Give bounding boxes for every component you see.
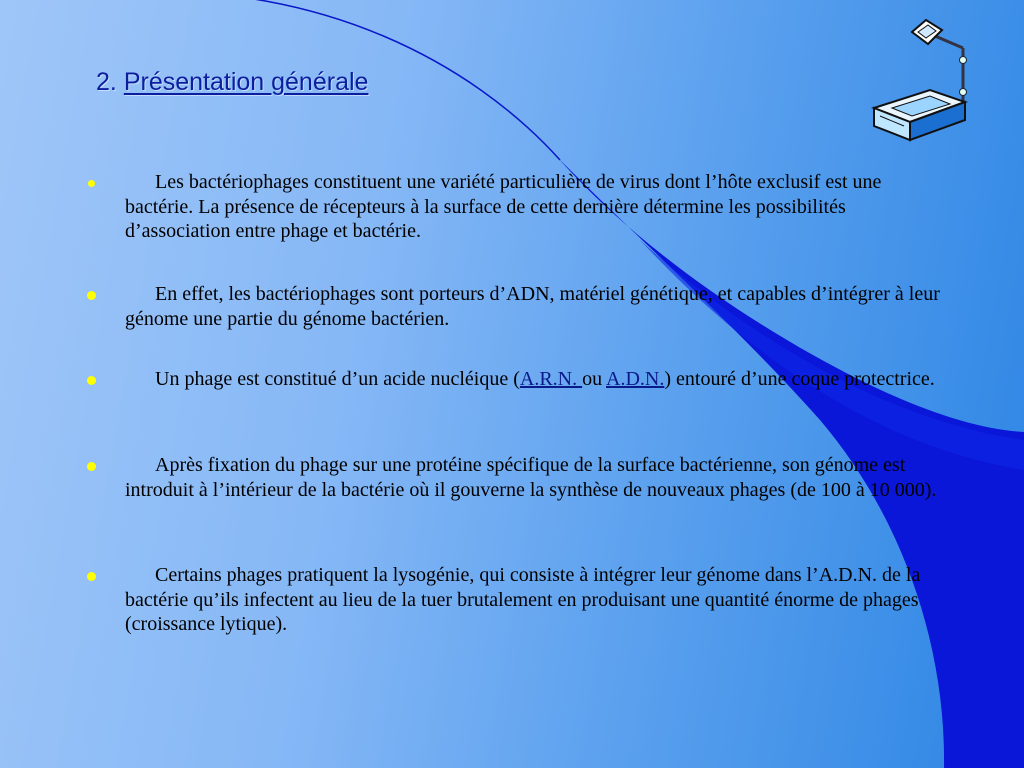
bullet-text-middle: ou xyxy=(582,368,607,390)
bullet-item xyxy=(85,563,945,637)
bullet-dot-icon xyxy=(87,376,96,385)
arn-link[interactable]: A.R.N. xyxy=(519,368,583,390)
bullet-text-after: ) entouré d’une coque protectrice. xyxy=(664,368,935,390)
bullet-item xyxy=(85,170,945,244)
bullet-text xyxy=(125,367,945,392)
bullet-text: Après fixation du phage sur une protéine spécifique de la surface bactérienne, son génome est introduit à l’intérieur de la bactérie où il gouverne la synthèse de nouveaux phages (de 100 à 10 000). xyxy=(125,454,937,501)
title-number: 2. xyxy=(96,68,117,96)
bullet-text: Certains phages pratiquent la lysogénie, qui consiste à intégrer leur génome dans l’A.D.N. de la bactérie qu’ils infectent au lieu de la tuer brutalement en produisant une quantité énorme de phages (croissance lytique). xyxy=(125,564,921,635)
bullet-dot-icon xyxy=(87,572,96,581)
bullet-item xyxy=(85,453,945,502)
overhead-projector-icon xyxy=(874,20,967,140)
swoosh-highlight xyxy=(640,240,1024,470)
bullet-dot-icon xyxy=(87,291,96,300)
bullet-item xyxy=(85,367,945,392)
title-text: Présentation générale xyxy=(123,68,369,96)
bullet-dot-icon xyxy=(88,180,95,187)
bullet-text-before: Un phage est constitué d’un acide nucléique ( xyxy=(155,368,520,390)
slide-title xyxy=(96,68,368,97)
adn-link[interactable]: A.D.N. xyxy=(606,368,665,390)
bullet-item xyxy=(85,282,945,331)
bullet-text: Les bactériophages constituent une variété particulière de virus dont l’hôte exclusif est une bactérie. La présence de récepteurs à la surface de cette dernière détermine les possibilités d’association entre phage et bactérie. xyxy=(125,171,882,242)
bullet-text: En effet, les bactériophages sont porteurs d’ADN, matériel génétique, et capables d’intégrer à leur génome une partie du génome bactérien. xyxy=(125,283,940,330)
bullet-dot-icon xyxy=(87,462,96,471)
